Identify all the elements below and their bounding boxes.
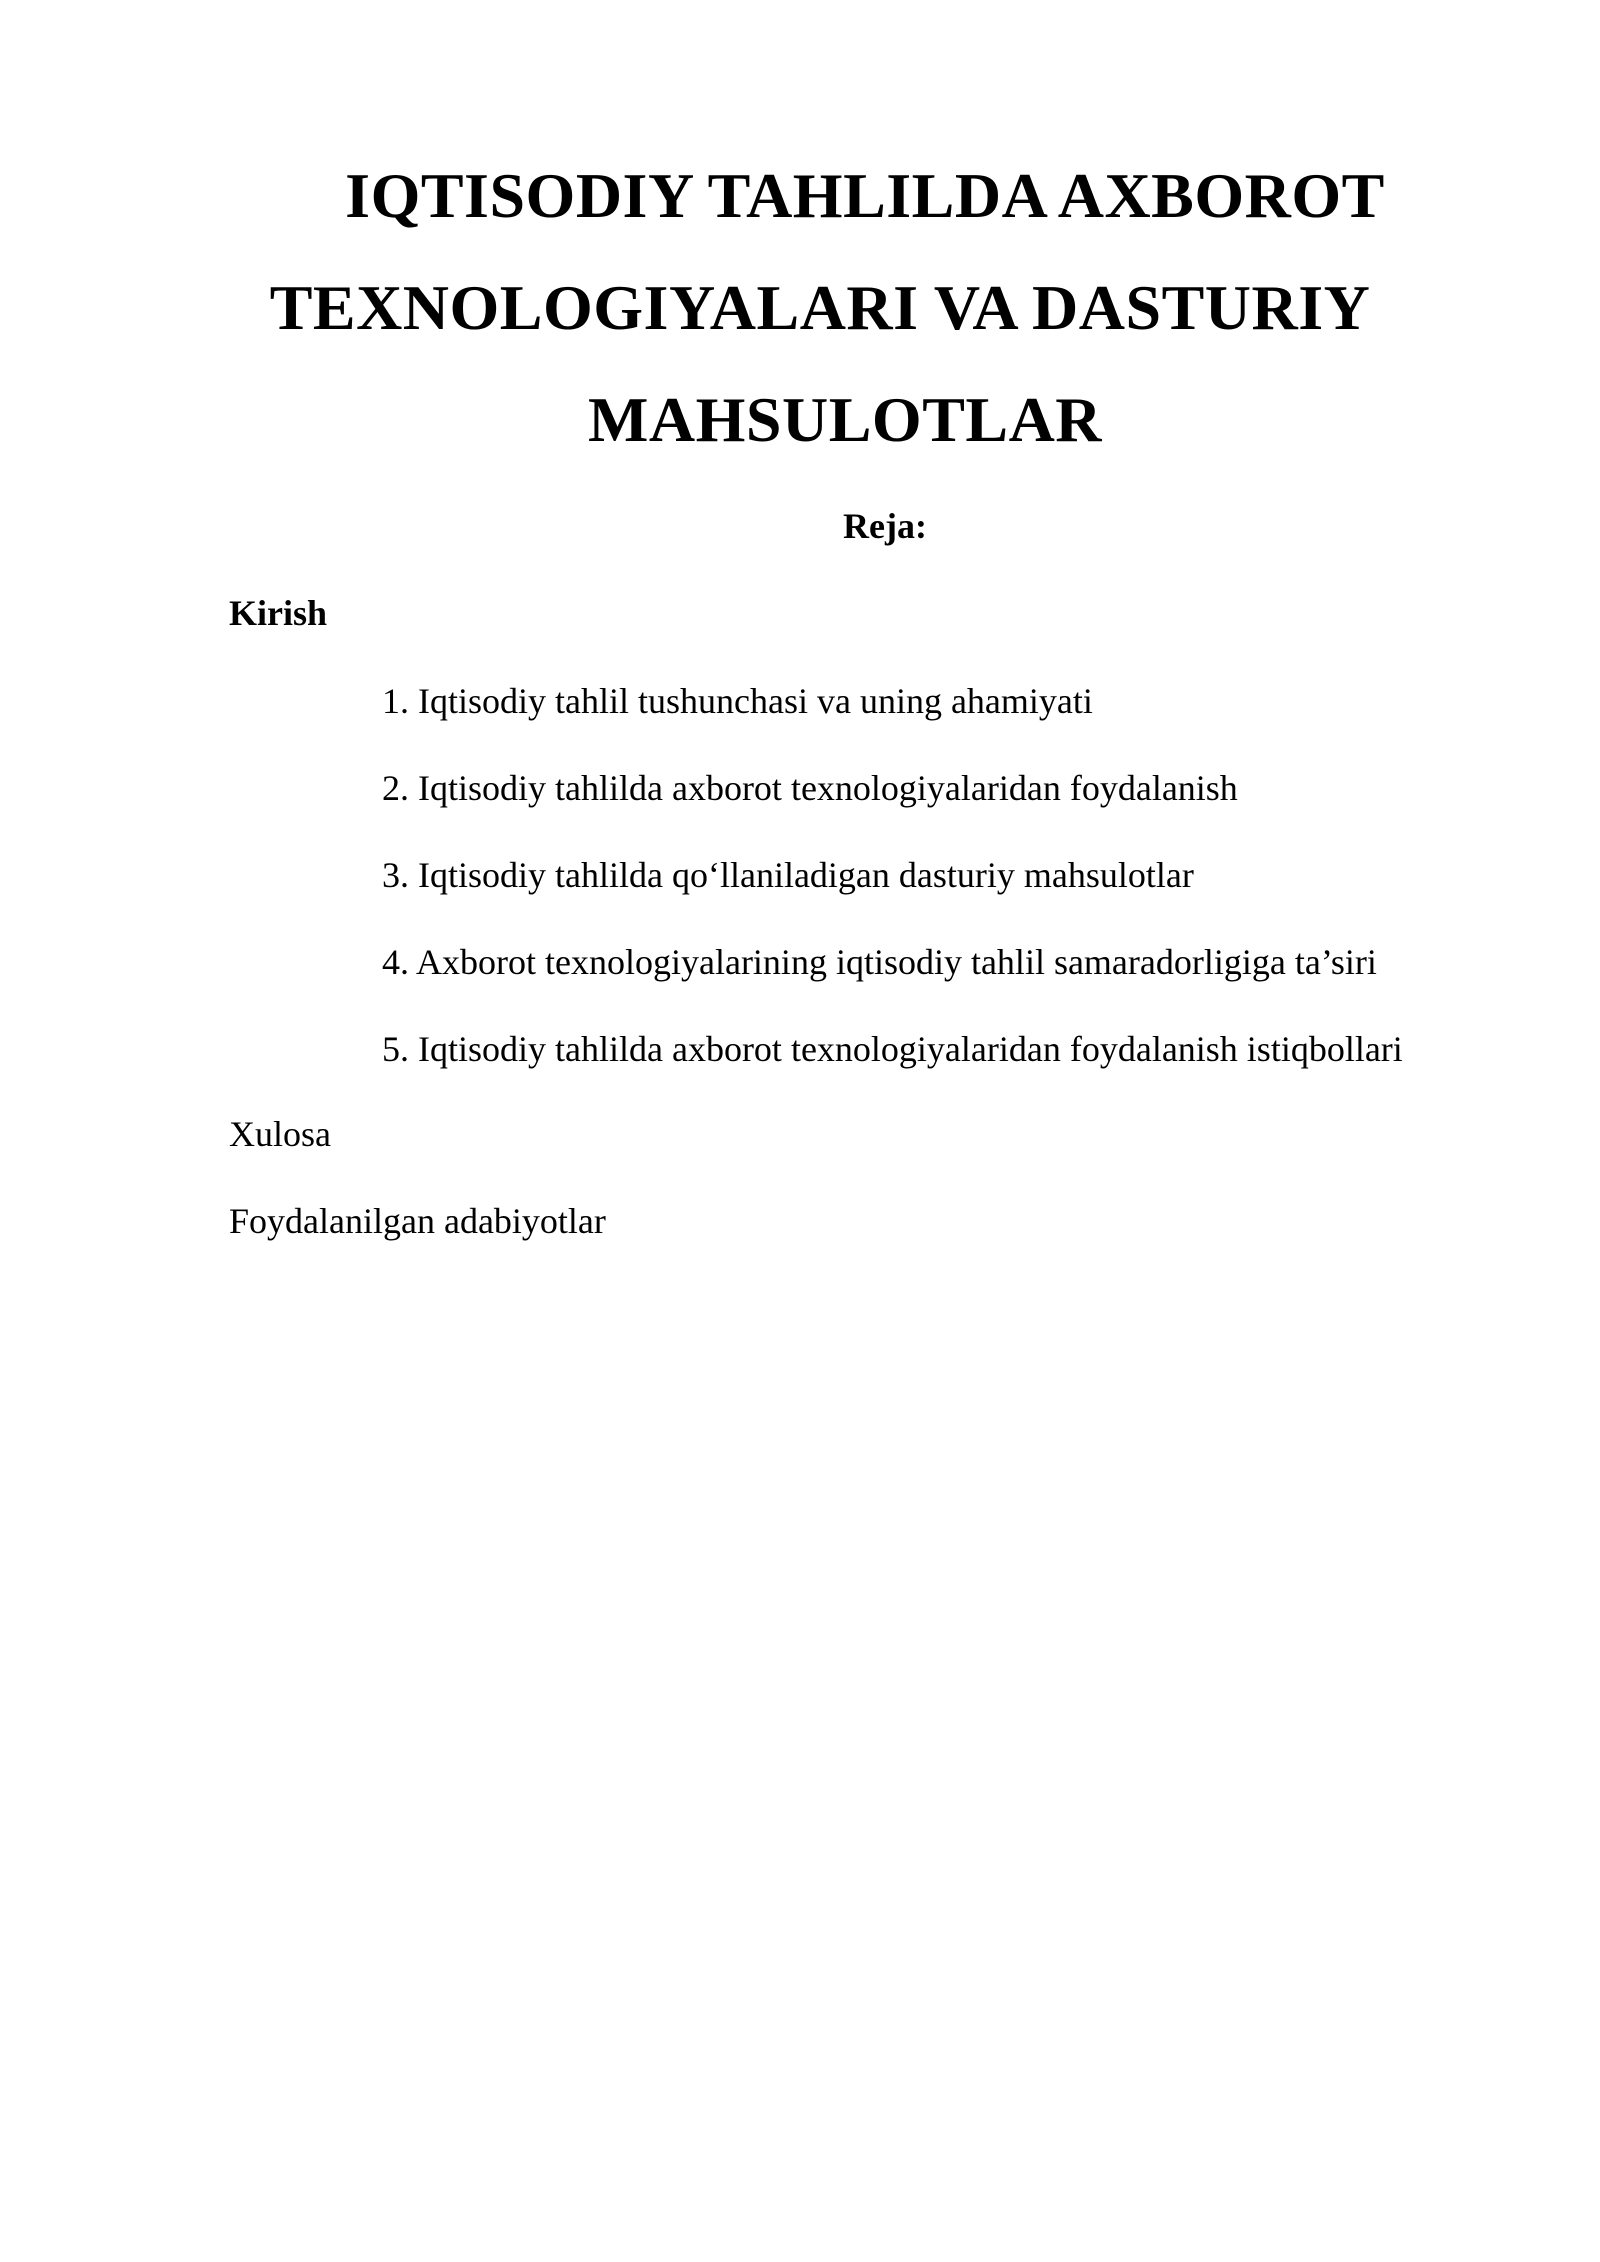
plan-item-3: 3. Iqtisodiy tahlilda qo‘llaniladigan dasturiy mahsulotlar xyxy=(382,855,1194,895)
plan-item-1: 1. Iqtisodiy tahlil tushunchasi va uning ahamiyati xyxy=(382,681,1093,721)
conclusion-heading: Xulosa xyxy=(229,1114,331,1154)
plan-item-4: 4. Axborot texnologiyalarining iqtisodiy tahlil samaradorligiga ta’siri xyxy=(382,942,1377,982)
title-line-3: MAHSULOTLAR xyxy=(588,384,1102,455)
intro-heading: Kirish xyxy=(229,593,328,633)
plan-item-2: 2. Iqtisodiy tahlilda axborot texnologiyalaridan foydalanish xyxy=(382,768,1238,808)
title-line-1: IQTISODIY TAHLILDA AXBOROT xyxy=(345,160,1385,231)
plan-list xyxy=(382,679,1403,1114)
plan-heading: Reja: xyxy=(843,506,927,546)
references-heading: Foydalanilgan adabiyotlar xyxy=(229,1201,606,1241)
title-line-2: TEXNOLOGIYALARI VA DASTURIY xyxy=(269,272,1371,343)
document-title xyxy=(230,140,1410,476)
plan-item-5: 5. Iqtisodiy tahlilda axborot texnologiyalaridan foydalanish istiqbollari xyxy=(382,1029,1403,1069)
